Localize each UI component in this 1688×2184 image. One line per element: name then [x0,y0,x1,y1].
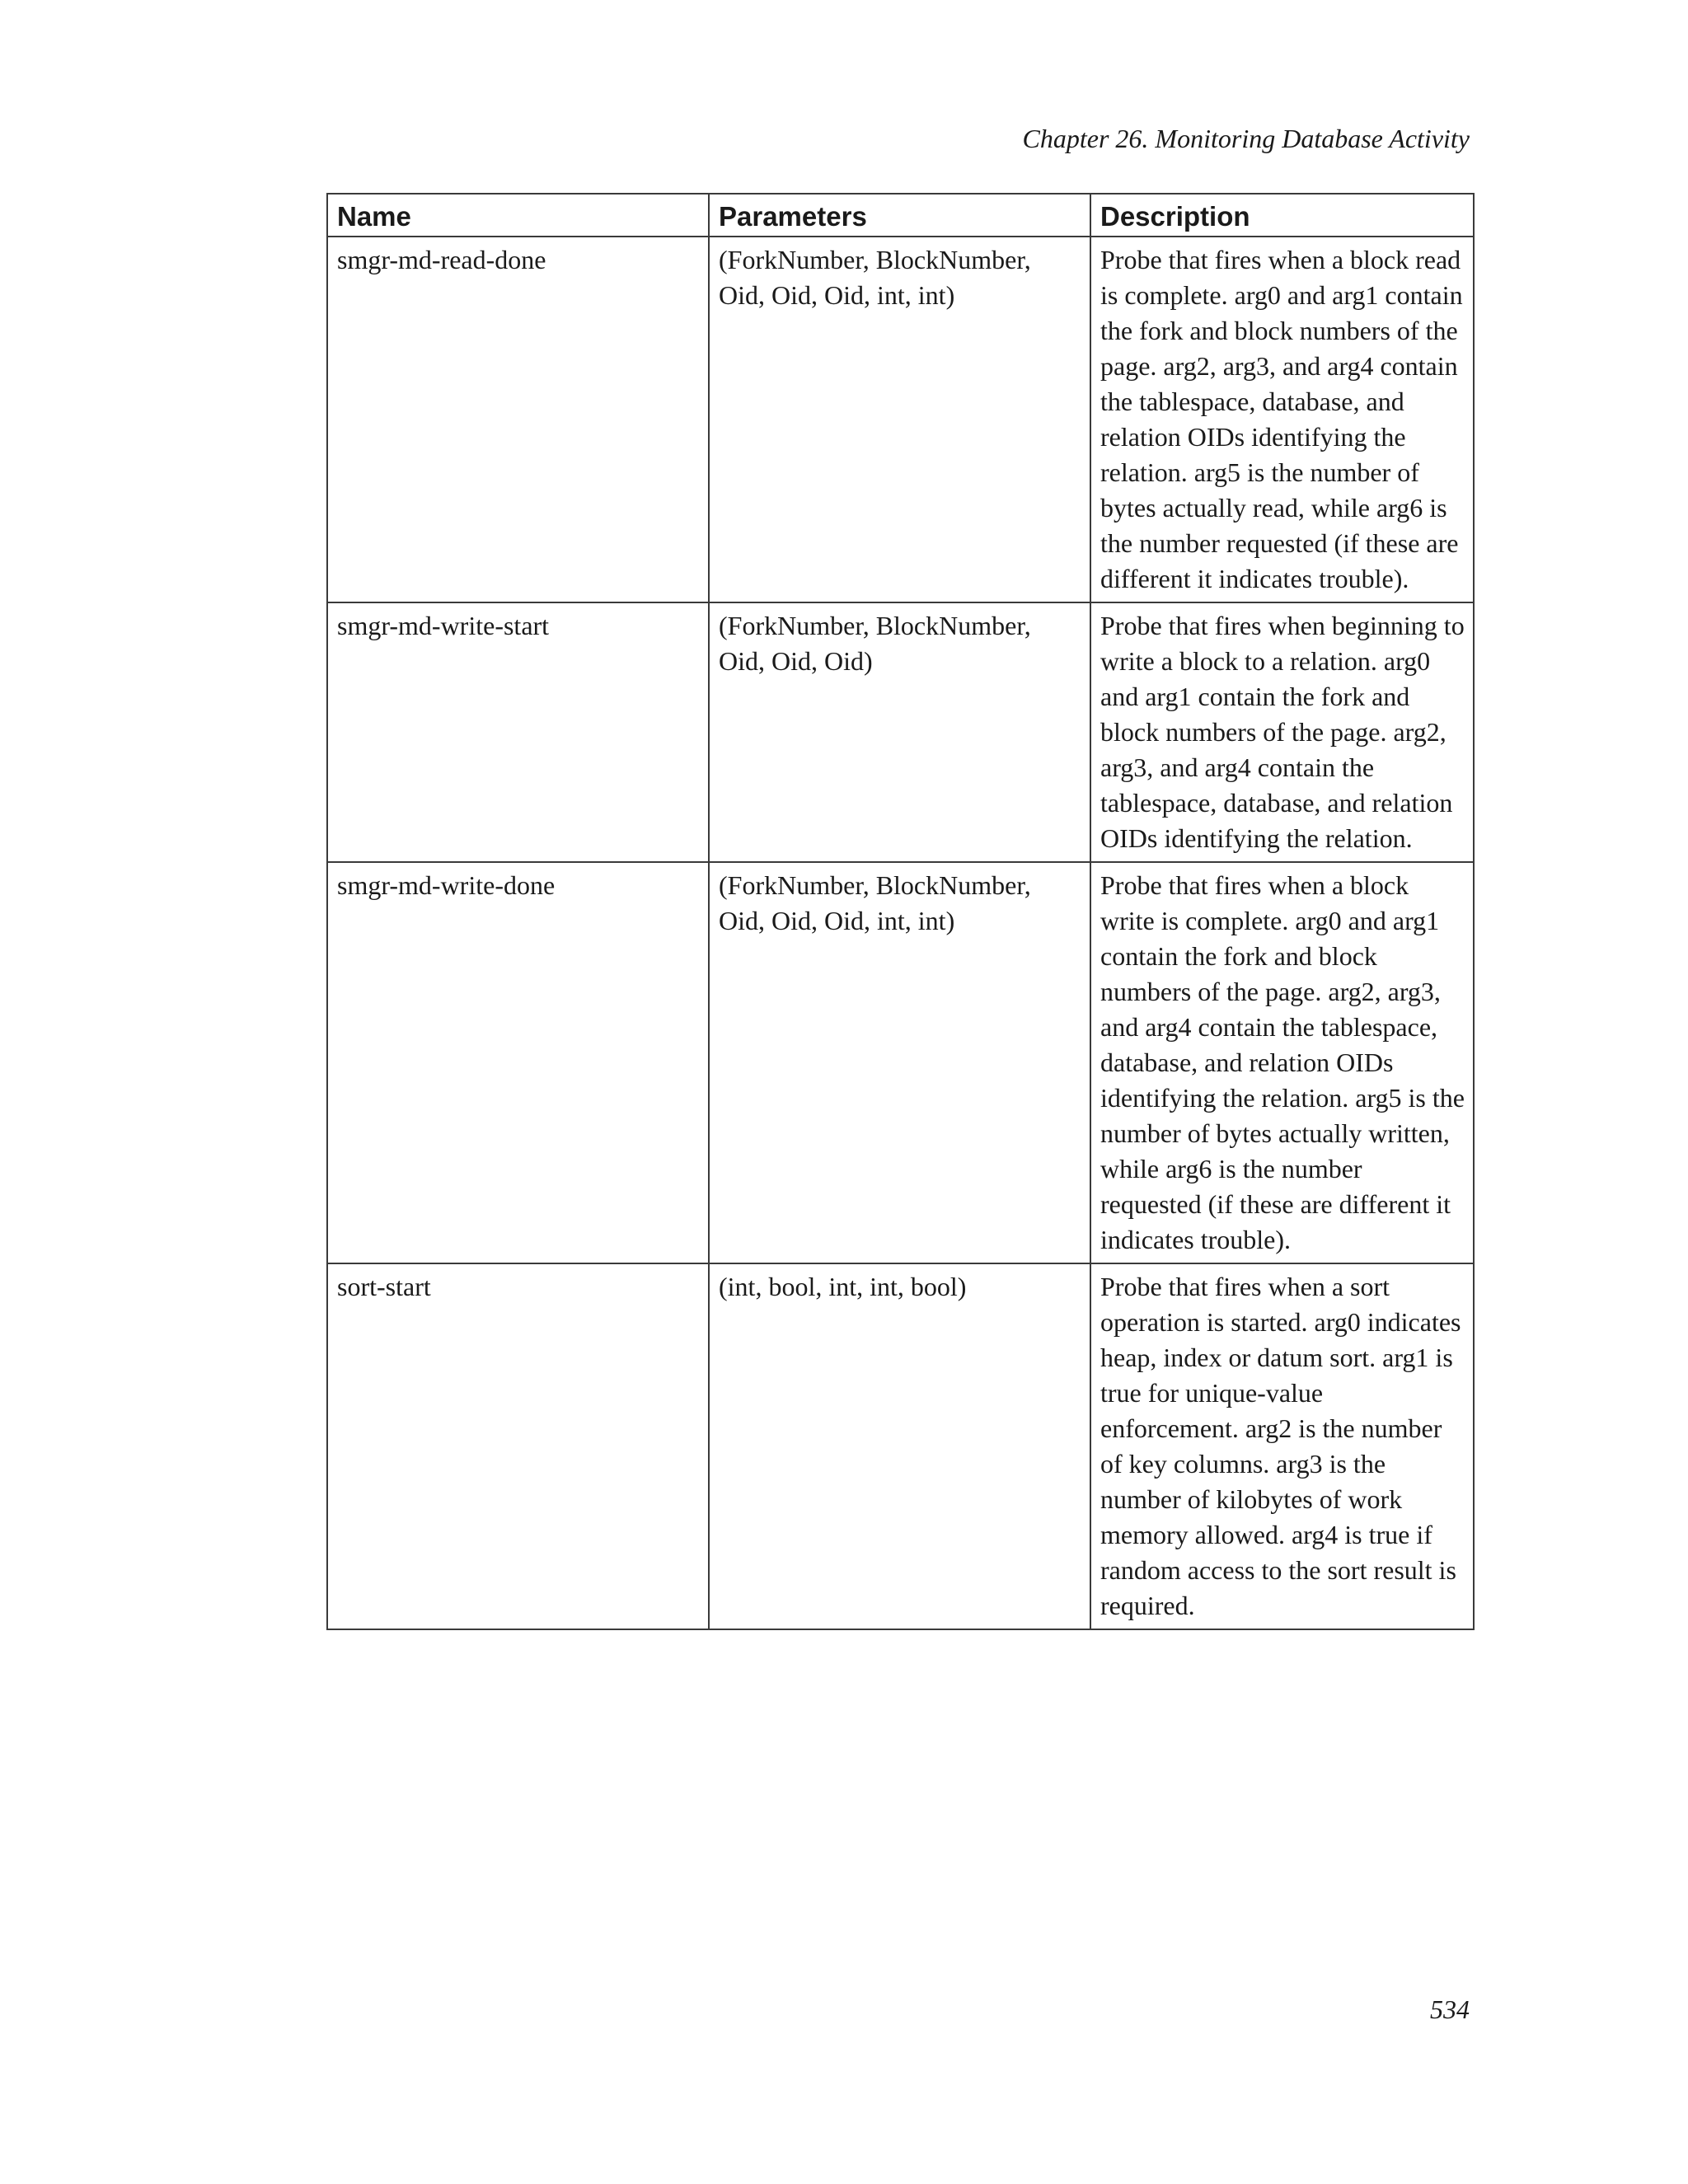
page-number: 534 [1430,1994,1470,2024]
probe-description: Probe that fires when a block read is complete. arg0 and arg1 contain the fork and block numbers of the page. arg2, arg3, and arg4 contain the tablespace, database, and relation OIDs identifying the relation. arg5 is the number of bytes actually read, while arg6 is the number requested (if these are different it indicates trouble). [1090,237,1474,602]
table-row [327,602,1474,862]
column-header-parameters: Parameters [709,194,1090,237]
table-header-row [327,194,1474,237]
probe-parameters: (ForkNumber, BlockNumber, Oid, Oid, Oid, int, int) [709,862,1090,1263]
probe-name: smgr-md-write-done [327,862,709,1263]
probe-parameters: (int, bool, int, int, bool) [709,1263,1090,1629]
running-header: Chapter 26. Monitoring Database Activity [1022,124,1470,153]
probe-parameters: (ForkNumber, BlockNumber, Oid, Oid, Oid, int, int) [709,237,1090,602]
probe-name: smgr-md-read-done [327,237,709,602]
table-row [327,237,1474,602]
column-header-name: Name [327,194,709,237]
probe-name: smgr-md-write-start [327,602,709,862]
probe-description: Probe that fires when a block write is complete. arg0 and arg1 contain the fork and block numbers of the page. arg2, arg3, and arg4 contain the tablespace, database, and relation OIDs identifying the relation. arg5 is the number of bytes actually written, while arg6 is the number requested (if these are different it indicates trouble). [1090,862,1474,1263]
probe-description: Probe that fires when a sort operation is started. arg0 indicates heap, index or datum sort. arg1 is true for unique-value enforcement. arg2 is the number of key columns. arg3 is the number of kilobytes of work memory allowed. arg4 is true if random access to the sort result is required. [1090,1263,1474,1629]
column-header-description: Description [1090,194,1474,237]
table-row [327,862,1474,1263]
probe-parameters: (ForkNumber, BlockNumber, Oid, Oid, Oid) [709,602,1090,862]
probe-name: sort-start [327,1263,709,1629]
table-row [327,1263,1474,1629]
probe-description: Probe that fires when beginning to write a block to a relation. arg0 and arg1 contain the fork and block numbers of the page. arg2, arg3, and arg4 contain the tablespace, database, and relation OIDs identifying the relation. [1090,602,1474,862]
probe-table [326,193,1475,1630]
